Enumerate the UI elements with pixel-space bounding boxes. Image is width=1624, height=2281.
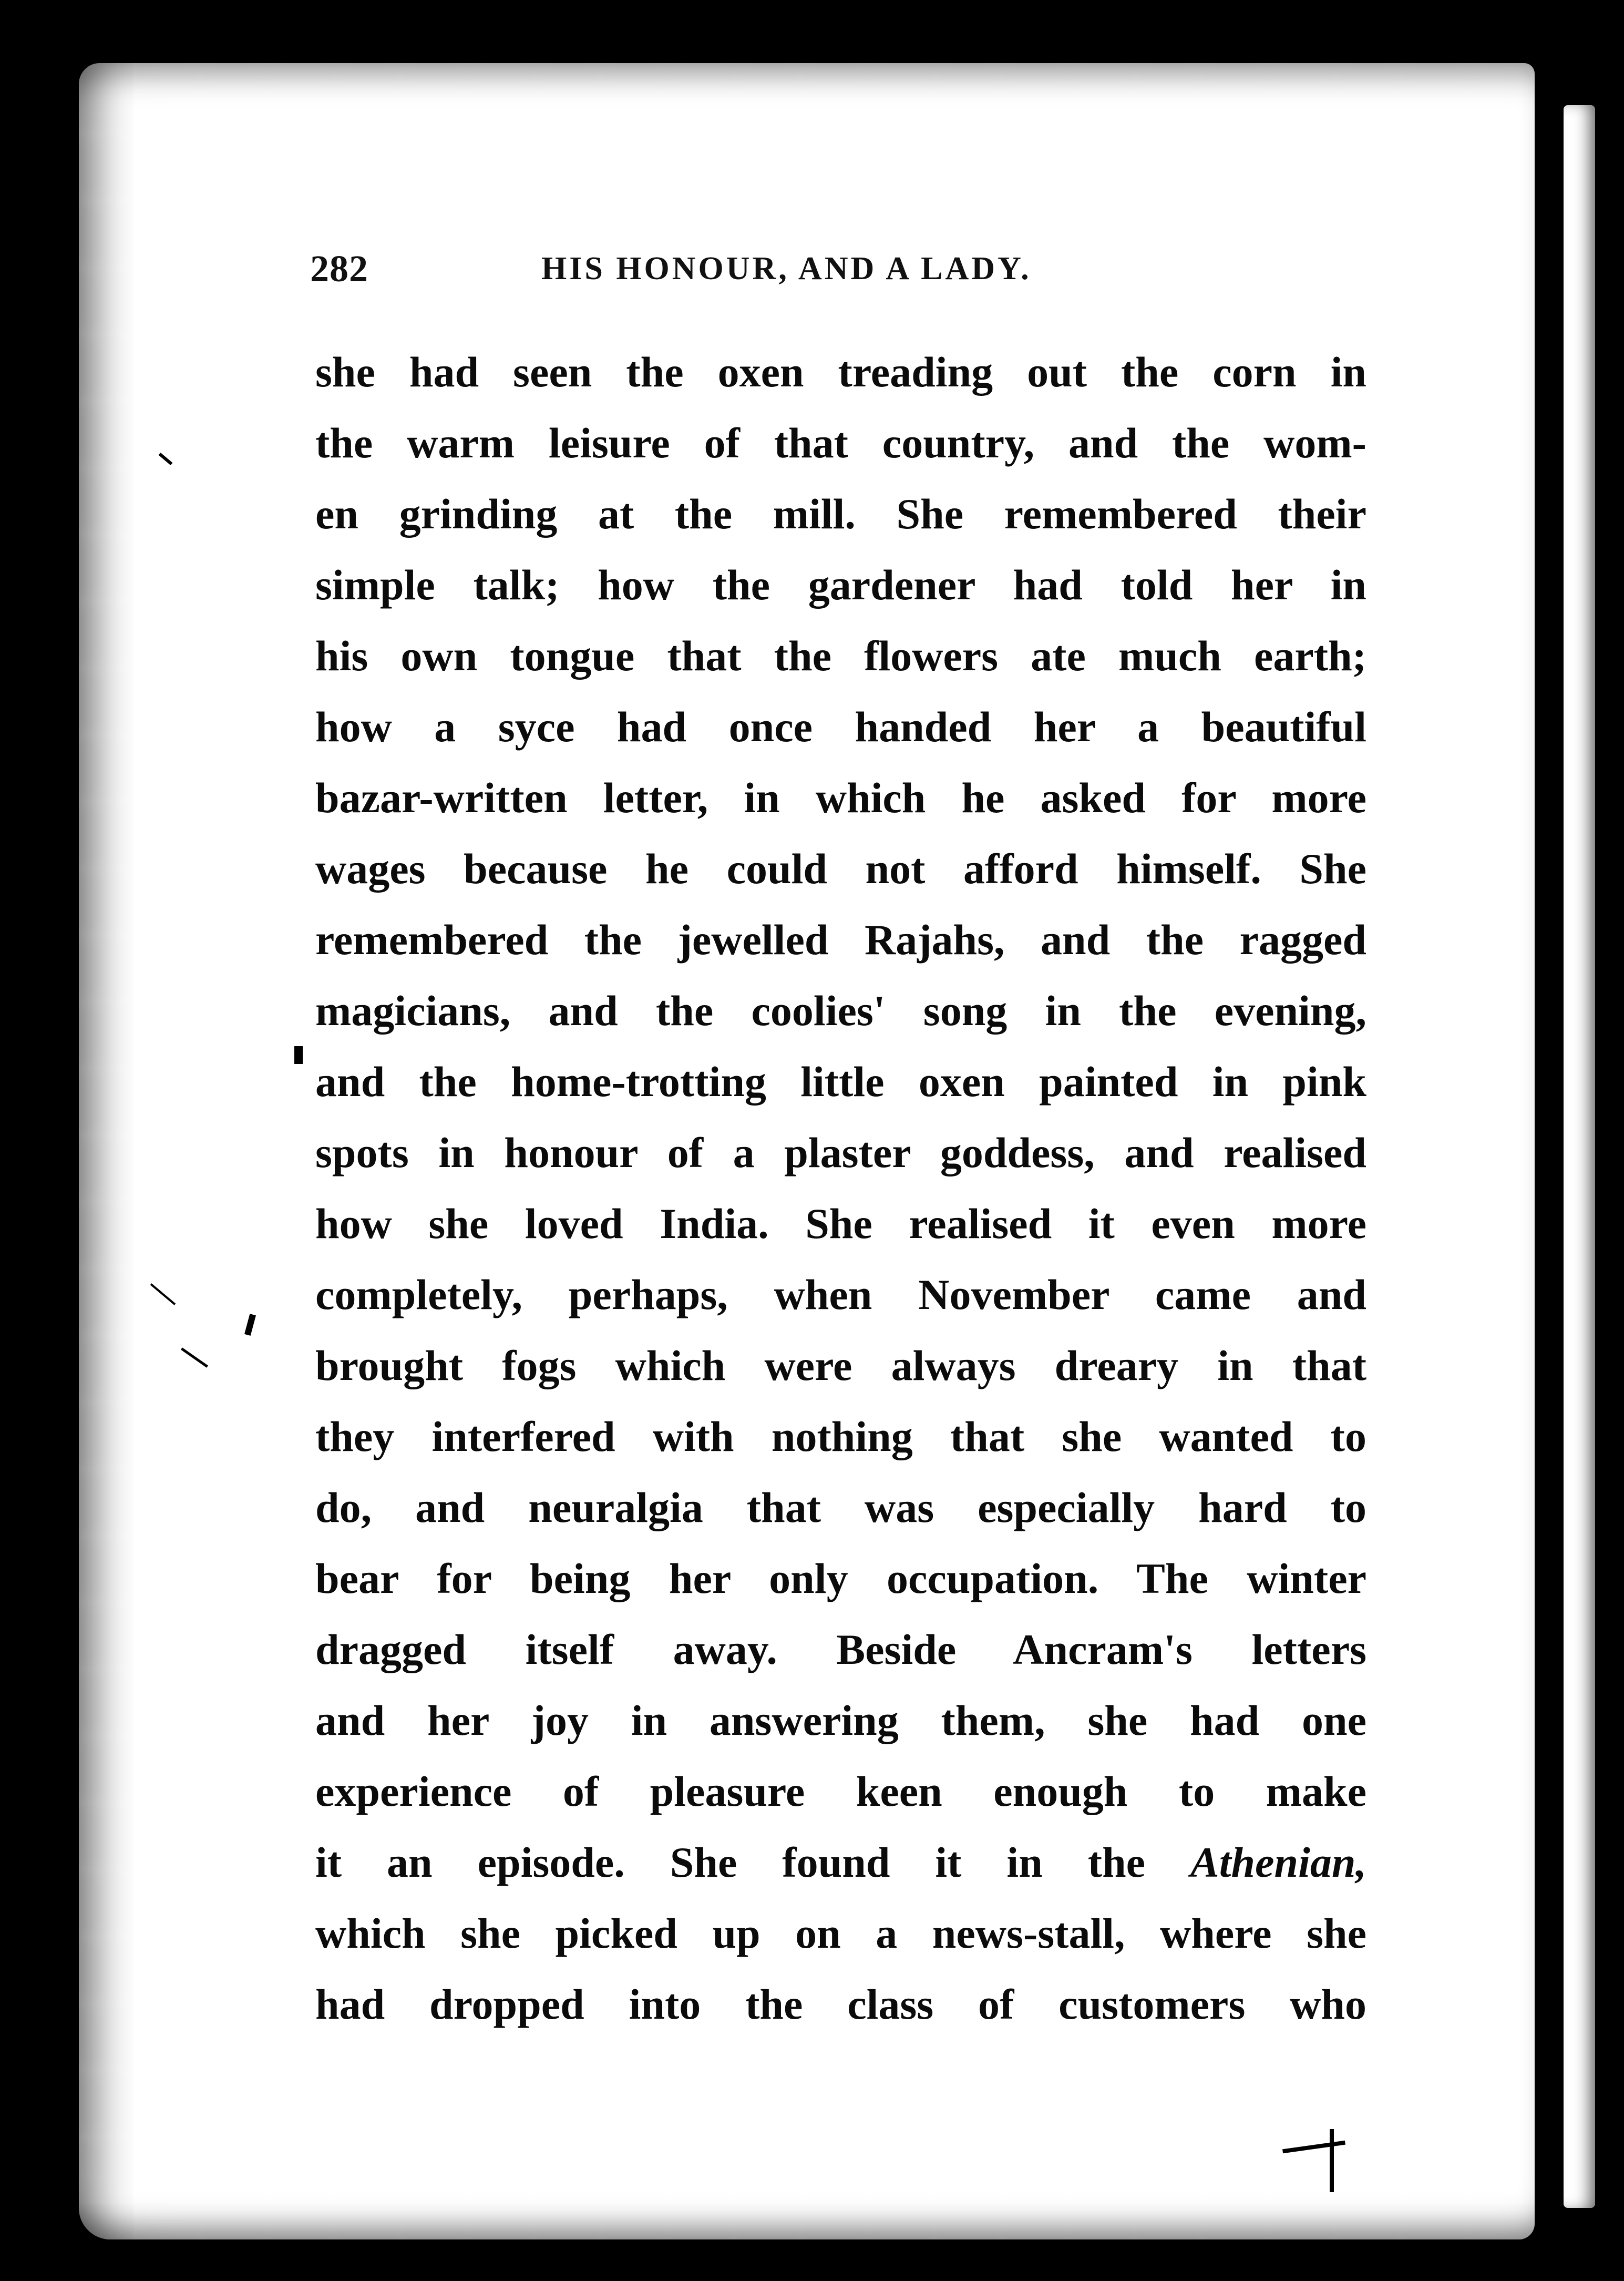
text-line: bazar-written letter, in which he asked for more	[315, 774, 1366, 822]
text-line: simple talk; how the gardener had told her in	[315, 561, 1366, 609]
text-line: which she picked up on a news-stall, where she	[315, 1909, 1366, 1957]
text-line: had dropped into the class of customers who	[315, 1980, 1366, 2028]
italic-publication-title: Athenian,	[1190, 1838, 1366, 1886]
body-text	[315, 336, 1366, 2040]
text-line: dragged itself away. Beside Ancram's letters	[315, 1625, 1366, 1673]
text-line-with-italic	[315, 1827, 1366, 1898]
text-line: wages because he could not afford himself. She	[315, 845, 1366, 893]
text-line: and the home-trotting little oxen painted in pink	[315, 1058, 1366, 1106]
text-line: how a syce had once handed her a beautiful	[315, 703, 1366, 751]
page-number: 282	[310, 248, 368, 290]
text-line: his own tongue that the flowers ate much earth;	[315, 632, 1366, 680]
text-line: they interfered with nothing that she wanted to	[315, 1413, 1366, 1460]
adjacent-page-sliver	[1564, 105, 1595, 2208]
text-line: spots in honour of a plaster goddess, and realised	[315, 1129, 1366, 1177]
text-line: do, and neuralgia that was especially hard to	[315, 1484, 1366, 1531]
text-line: remembered the jewelled Rajahs, and the ragged	[315, 916, 1366, 964]
text-line: experience of pleasure keen enough to make	[315, 1767, 1366, 1815]
text-line-segment: it an episode. She found it in the	[315, 1838, 1191, 1886]
page-header	[310, 247, 1393, 305]
text-line: completely, perhaps, when November came and	[315, 1271, 1366, 1318]
text-line: en grinding at the mill. She remembered their	[315, 490, 1366, 538]
running-title: HIS HONOUR, AND A LADY.	[541, 251, 1032, 287]
text-line: and her joy in answering them, she had one	[315, 1696, 1366, 1744]
text-line: brought fogs which were always dreary in that	[315, 1342, 1366, 1389]
text-line: bear for being her only occupation. The winter	[315, 1554, 1366, 1602]
text-line: magicians, and the coolies' song in the evening,	[315, 987, 1366, 1035]
text-line: how she loved India. She realised it even more	[315, 1200, 1366, 1247]
text-line: the warm leisure of that country, and the wom-	[315, 419, 1366, 467]
text-line: she had seen the oxen treading out the corn in	[315, 348, 1366, 396]
